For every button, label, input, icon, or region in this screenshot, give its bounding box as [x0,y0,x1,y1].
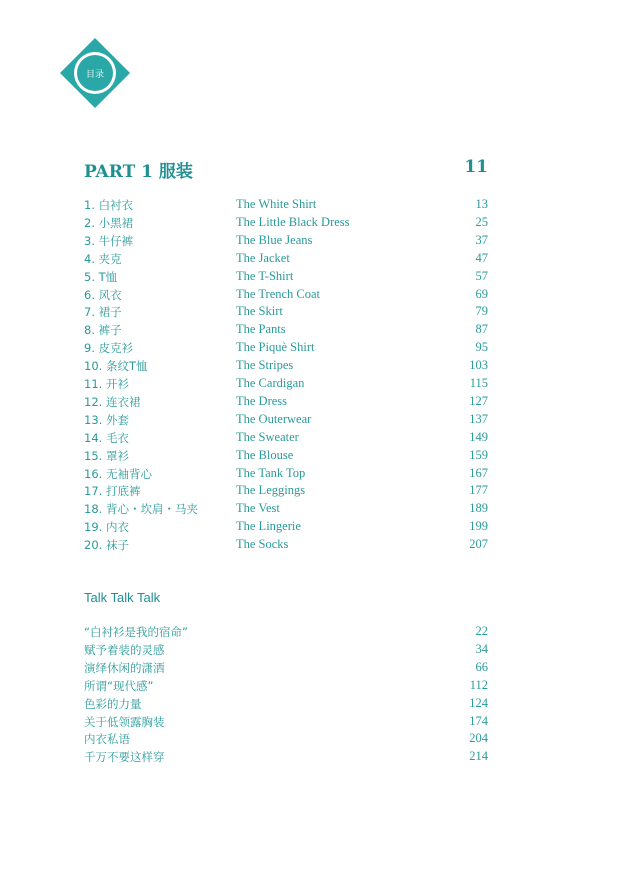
chapter-title-zh: 19. 内衣 [84,520,129,535]
talk-heading: Talk Talk Talk [84,590,161,605]
chapter-title-zh: 20. 袜子 [84,538,129,553]
talk-title: 赋予着装的灵感 [84,642,165,657]
talk-row[interactable] [84,660,488,678]
chapter-title-en: The Lingerie [236,519,301,534]
toc-row[interactable] [84,340,488,358]
toc-row[interactable] [84,322,488,340]
talk-row[interactable] [84,624,488,642]
chapter-title-zh: 17. 打底裤 [84,484,141,499]
chapter-page-number: 69 [475,286,488,301]
chapter-title-zh: 3. 牛仔裤 [84,233,134,248]
chapter-page-number: 115 [469,376,488,390]
chapter-page-number: 167 [469,465,488,480]
chapter-page-number: 199 [469,519,488,534]
chapter-title-en: The Outerwear [236,411,312,426]
chapter-title-zh: 13. 外套 [84,412,129,427]
toc-row[interactable] [84,358,488,376]
part-page-number: 11 [464,157,488,177]
chapter-page-number: 149 [469,429,488,444]
chapter-title-zh: 7. 裙子 [84,305,122,320]
talk-title: 关于低领露胸装 [84,714,165,729]
chapter-title-en: The Vest [236,501,280,516]
chapter-title-en: The Socks [236,537,289,552]
chapter-page-number: 177 [469,483,488,498]
chapter-title-zh: 6. 风衣 [84,287,122,302]
toc-row[interactable] [84,287,488,305]
toc-row[interactable] [84,233,488,251]
chapter-page-number: 37 [475,232,488,247]
chapter-page-number: 57 [475,268,488,283]
talk-title: 所谓“现代感” [84,678,154,693]
talk-page-number: 214 [469,749,488,764]
chapter-page-number: 95 [475,340,488,355]
talk-page-number: 174 [469,713,488,728]
talk-page-number: 124 [469,695,488,710]
toc-row[interactable] [84,251,488,269]
chapter-page-number: 189 [469,501,488,516]
chapter-title-en: The Leggings [236,483,306,498]
toc-row[interactable] [84,269,488,287]
toc-row[interactable] [84,519,488,537]
toc-row[interactable] [84,501,488,519]
toc-row[interactable] [84,537,488,555]
chapter-title-en: The White Shirt [236,197,317,211]
chapter-page-number: 103 [469,358,488,373]
talk-row[interactable] [84,731,488,749]
chapter-page-number: 207 [469,537,488,552]
chapter-title-en: The Pants [236,322,286,337]
chapter-title-zh: 14. 毛衣 [84,430,129,445]
chapter-title-zh: 10. 条纹T恤 [84,359,148,374]
chapter-title-en: The Little Black Dress [236,214,350,229]
chapter-page-number: 137 [469,411,488,426]
chapter-title-en: The Cardigan [236,376,305,390]
talk-title: 千万不要这样穿 [84,750,165,765]
toc-badge [58,36,132,110]
talk-title: “白衬衫是我的宿命” [84,625,188,639]
toc-row[interactable] [84,466,488,484]
chapter-page-number: 87 [475,322,488,337]
toc-row[interactable] [84,197,488,215]
talk-page-number: 22 [475,624,488,638]
talk-page-number: 34 [475,641,488,656]
toc-row[interactable] [84,304,488,322]
chapter-page-number: 47 [475,250,488,265]
chapter-page-number: 79 [475,304,488,319]
toc-row[interactable] [84,483,488,501]
talk-title: 演绎休闲的潇洒 [84,660,165,675]
chapter-title-zh: 18. 背心・坎肩・马夹 [84,502,198,517]
talk-title: 色彩的力量 [84,696,142,711]
chapter-title-en: The Blue Jeans [236,232,313,247]
talk-page-number: 66 [475,659,488,674]
talk-row[interactable] [84,714,488,732]
chapter-page-number: 159 [469,447,488,462]
chapter-title-en: The Jacket [236,250,290,265]
chapter-title-en: The T-Shirt [236,268,294,283]
talk-page-number: 204 [469,731,488,746]
talk-row[interactable] [84,678,488,696]
chapter-page-number: 25 [475,214,488,229]
chapter-page-number: 13 [475,197,488,211]
toc-row[interactable] [84,215,488,233]
chapter-title-en: The Piquè Shirt [236,340,315,355]
chapter-title-en: The Blouse [236,447,294,462]
chapter-title-zh: 15. 罩衫 [84,448,129,463]
chapter-title-zh: 4. 夹克 [84,251,122,266]
chapter-title-en: The Sweater [236,429,299,444]
toc-row[interactable] [84,394,488,412]
toc-row[interactable] [84,412,488,430]
chapter-title-zh: 8. 裤子 [84,323,122,338]
part-title: PART 1 服装 [84,162,193,182]
chapter-title-en: The Trench Coat [236,286,321,301]
chapter-title-en: The Dress [236,393,288,408]
toc-row[interactable] [84,430,488,448]
talk-row[interactable] [84,642,488,660]
chapter-title-zh: 9. 皮克衫 [84,341,134,356]
chapter-title-zh: 11. 开衫 [84,377,129,391]
badge-label: 目录 [85,69,104,80]
talk-row[interactable] [84,749,488,767]
chapter-title-en: The Tank Top [236,465,306,480]
chapter-title-en: The Stripes [236,358,294,373]
chapter-page-number: 127 [469,393,488,408]
chapter-title-zh: 1. 白衬衣 [84,198,134,212]
chapter-title-zh: 2. 小黑裙 [84,215,134,230]
part-header [84,157,488,181]
toc-row[interactable] [84,376,488,394]
chapter-title-en: The Skirt [236,304,283,319]
chapter-title-zh: 12. 连衣裙 [84,394,141,409]
chapter-title-zh: 5. T恤 [84,269,118,284]
chapter-title-zh: 16. 无袖背心 [84,466,152,481]
talk-row[interactable] [84,696,488,714]
toc-row[interactable] [84,448,488,466]
talk-title: 内衣私语 [84,732,130,747]
talk-page-number: 112 [469,677,488,692]
